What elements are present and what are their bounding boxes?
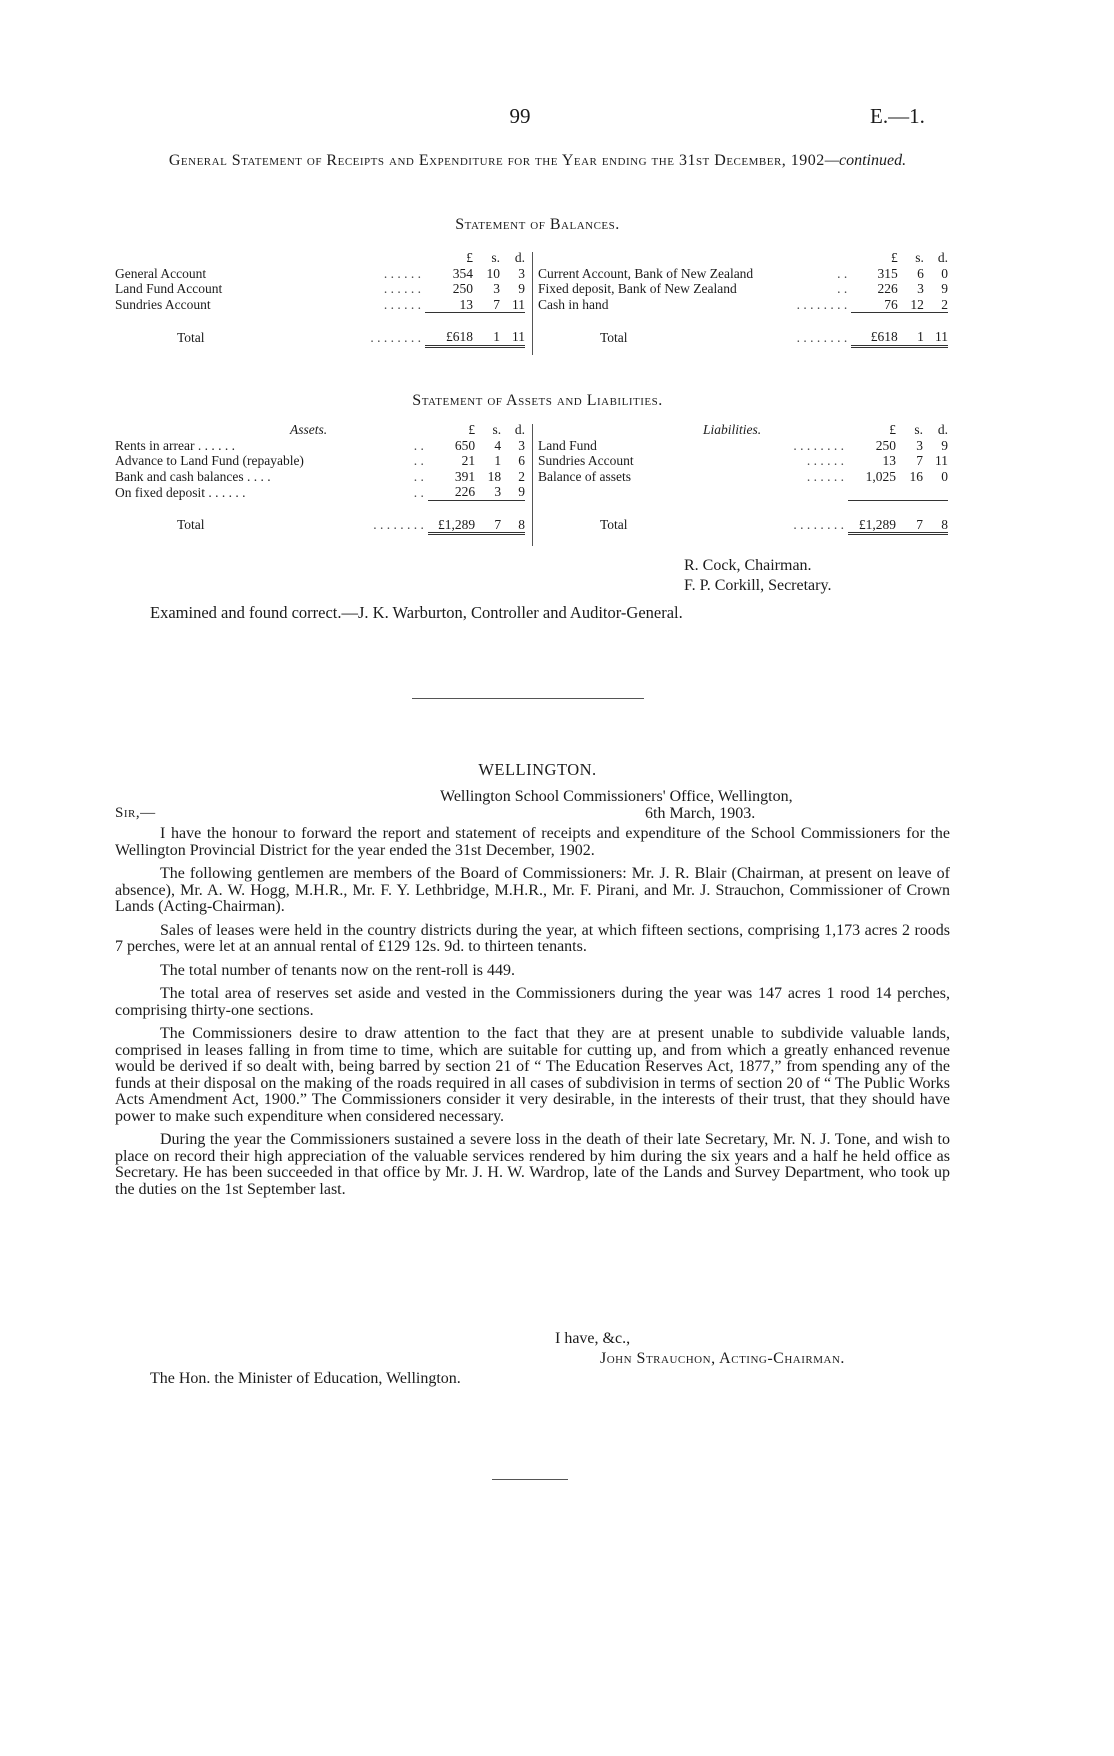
pence-cell: 3 xyxy=(518,265,525,281)
pence-header: d. xyxy=(937,422,948,437)
leader-dots: . . xyxy=(413,453,424,469)
leader-dots: . . . . . . xyxy=(806,453,844,469)
ledger-row xyxy=(538,266,948,282)
letter-paragraph: The total number of tenants now on the rent-roll is 449. xyxy=(160,961,516,979)
pounds-header: £ xyxy=(468,422,476,437)
leader-dots: . . xyxy=(413,484,424,500)
leader-dots: . . . . . . . . xyxy=(793,517,844,533)
document-title-main: General Statement of Receipts and Expenditure for the Year ending the 31st December, 1902 xyxy=(168,152,825,169)
series-reference: E.—1. xyxy=(870,104,925,128)
pence-total: 11 xyxy=(924,329,948,346)
currency-header-row xyxy=(115,250,525,266)
ledger-row xyxy=(115,438,525,454)
assets-table xyxy=(115,422,525,535)
pence-header: d. xyxy=(937,250,948,265)
secretary-signature xyxy=(684,576,831,596)
leader-dots: . . . . . . . . xyxy=(373,517,424,533)
ledger-row xyxy=(115,453,525,469)
pounds-cell: 76 xyxy=(884,296,898,312)
secretary-signature-text: F. P. Corkill, Secretary. xyxy=(684,577,832,594)
letter-signatory: John Strauchon, Acting-Chairman. xyxy=(600,1350,845,1367)
leader-dots: . . xyxy=(413,437,424,453)
pounds-cell: 21 xyxy=(461,453,476,469)
document-title xyxy=(110,151,965,170)
pence-cell: 3 xyxy=(518,437,525,453)
pence-cell: 6 xyxy=(518,453,525,469)
shillings-header: s. xyxy=(915,250,924,265)
shillings-cell: 16 xyxy=(909,468,923,484)
pence-cell: 9 xyxy=(518,484,525,500)
ledger-row xyxy=(115,281,525,297)
pounds-total: £618 xyxy=(851,329,898,346)
total-label: Total xyxy=(177,517,205,533)
examined-statement: Examined and found correct.—J. K. Warburton, Controller and Auditor-General. xyxy=(150,603,683,622)
leader-dots: . . . . . . . . xyxy=(370,329,421,345)
assets-header: Assets. xyxy=(290,422,328,437)
pounds-header: £ xyxy=(466,250,473,265)
letter-body xyxy=(115,826,950,1198)
pounds-cell: 650 xyxy=(454,437,476,453)
shillings-cell: 10 xyxy=(486,265,500,281)
total-row xyxy=(538,517,948,534)
pence-cell: 9 xyxy=(941,437,948,453)
column-divider xyxy=(532,252,533,355)
leader-dots: . . . . . . . . xyxy=(796,297,848,313)
pounds-header: £ xyxy=(891,250,898,265)
shillings-cell: 18 xyxy=(487,468,502,484)
pounds-cell: 250 xyxy=(875,437,896,453)
pounds-cell: 226 xyxy=(877,281,898,297)
letter-paragraph: The Commissioners desire to draw attention to the fact that they are at present unable to subdivide valuable lands, comprised in leases falling in from time to time, which are suitable for cutting up, and from which a greatly enhanced revenue would be derived if so dealt with, being barred by section 21 of “ The Education Reserves Act, 1877,” from spending any of the funds at their disposal on the making of the roads required in all cases of subdivision in terms of section 20 of “ The Public Works Acts Amendment Act, 1900.” The Commissioners consider it very desirable, in the interests of their trust, that they should have power to make such expenditure when considered necessary. xyxy=(115,1025,950,1125)
pence-total: 8 xyxy=(501,517,525,534)
shillings-cell: 12 xyxy=(910,296,924,312)
row-label: Fixed deposit, Bank of New Zealand xyxy=(538,281,737,297)
row-label: General Account xyxy=(115,265,207,281)
document-title-suffix: —continued. xyxy=(824,152,907,169)
shillings-cell: 3 xyxy=(916,437,923,453)
closing-divider xyxy=(492,1479,568,1480)
shillings-header: s. xyxy=(492,422,502,437)
column-divider xyxy=(532,424,533,546)
leader-dots: . . xyxy=(837,265,848,281)
letter-paragraph: The total area of reserves set aside and vested in the Commissioners during the year was 147 acres 1 rood 14 perches, comprising thirty-one sections. xyxy=(115,985,950,1019)
row-label: Balance of assets xyxy=(538,468,631,484)
shillings-total: 7 xyxy=(896,517,923,534)
address-line-2: 6th March, 1903. xyxy=(645,805,756,822)
addressee: The Hon. the Minister of Education, Wellington. xyxy=(150,1370,461,1387)
ledger-row xyxy=(115,484,525,500)
pence-header: d. xyxy=(514,422,525,437)
chairman-signature-text: R. Cock, Chairman. xyxy=(684,557,812,574)
pounds-cell: 1,025 xyxy=(865,468,896,484)
pounds-cell: 226 xyxy=(454,484,476,500)
row-label: Sundries Account xyxy=(115,297,211,313)
pounds-total: £1,289 xyxy=(428,517,475,534)
currency-header-row xyxy=(538,250,948,266)
total-label: Total xyxy=(600,517,628,533)
balances-title: Statement of Balances. xyxy=(455,216,620,233)
pence-cell: 2 xyxy=(518,468,525,484)
shillings-cell: 3 xyxy=(494,484,502,500)
shillings-cell: 1 xyxy=(494,453,502,469)
balances-left-table xyxy=(115,250,525,348)
pence-cell: 2 xyxy=(941,296,948,312)
place-heading: WELLINGTON. xyxy=(478,760,597,779)
pounds-total: £618 xyxy=(425,329,473,346)
assets-header-row xyxy=(115,422,525,438)
shillings-header: s. xyxy=(914,422,923,437)
shillings-cell: 6 xyxy=(917,265,924,281)
shillings-cell: 3 xyxy=(917,281,924,297)
shillings-cell: 3 xyxy=(493,281,500,297)
closing: I have, &c., xyxy=(555,1330,631,1347)
pence-cell: 0 xyxy=(941,265,948,281)
ledger-row xyxy=(115,469,525,485)
row-label: Rents in arrear . . . . . . xyxy=(115,437,235,453)
address-line-1: Wellington School Commissioners' Office, Wellington, xyxy=(440,788,793,805)
liabilities-header-row xyxy=(538,422,948,438)
pence-cell: 9 xyxy=(941,281,948,297)
shillings-total: 7 xyxy=(475,517,501,534)
pounds-cell: 250 xyxy=(452,281,473,297)
row-label: Land Fund xyxy=(538,437,597,453)
pence-cell: 11 xyxy=(935,453,948,469)
leader-dots: . . xyxy=(837,281,848,297)
row-label: On fixed deposit . . . . . . xyxy=(115,484,246,500)
balances-right-table xyxy=(538,250,948,348)
letter-paragraph: During the year the Commissioners sustained a severe loss in the death of their late Secretary, Mr. N. J. Tone, and wish to place on record their high appreciation of the valuable services rendered by him during the six years and a half he held office as Secretary. He has been succeeded in that office by Mr. J. H. W. Wardrop, late of the Lands and Survey Department, who took up the duties on the 1st September last. xyxy=(115,1131,950,1198)
ledger-row xyxy=(115,266,525,282)
pounds-cell: 354 xyxy=(452,265,473,281)
row-label: Current Account, Bank of New Zealand xyxy=(538,265,754,281)
leader-dots: . . . . . . xyxy=(383,297,421,313)
salutation: Sir,— xyxy=(115,805,156,821)
letter-paragraph: Sales of leases were held in the country districts during the year, at which fifteen sections, comprising 1,173 acres 2 roods 7 perches, were let at an annual rental of £129 12s. 9d. to thirteen tenants. xyxy=(115,921,950,955)
ledger-row xyxy=(115,297,525,313)
pounds-cell: 13 xyxy=(882,453,896,469)
pence-total: 8 xyxy=(923,517,948,534)
pence-cell: 9 xyxy=(518,281,525,297)
leader-dots: . . . . . . xyxy=(383,281,421,297)
ledger-row xyxy=(538,281,948,297)
pence-cell: 0 xyxy=(941,468,948,484)
total-row xyxy=(115,517,525,534)
leader-dots: . . xyxy=(413,468,424,484)
pounds-cell: 13 xyxy=(459,296,473,312)
row-label: Bank and cash balances . . . . xyxy=(115,468,271,484)
ledger-row xyxy=(538,297,948,313)
shillings-header: s. xyxy=(491,250,500,265)
total-label: Total xyxy=(177,329,205,345)
letter-paragraph: The following gentlemen are members of the Board of Commissioners: Mr. J. R. Blair (Chairman, at present on leave of absence), Mr. A. W. Hogg, M.H.R., Mr. F. Y. Lethbridge, M.H.R., Mr. F. Pirani, and Mr. J. Strauchon, Commissioner of Crown Lands (Acting-Chairman). xyxy=(115,865,950,915)
row-label: Land Fund Account xyxy=(115,281,223,297)
total-label: Total xyxy=(600,329,628,345)
leader-dots: . . . . . . xyxy=(383,265,421,281)
total-row xyxy=(538,329,948,346)
total-row xyxy=(115,329,525,346)
row-label: Sundries Account xyxy=(538,453,634,469)
shillings-total: 1 xyxy=(898,329,924,346)
row-label: Cash in hand xyxy=(538,297,609,313)
chairman-signature xyxy=(684,556,812,576)
pence-total: 11 xyxy=(500,329,525,346)
ledger-row xyxy=(538,469,948,485)
ledger-row xyxy=(538,453,948,469)
shillings-total: 1 xyxy=(473,329,500,346)
pounds-cell: 391 xyxy=(454,468,476,484)
leader-dots: . . . . . . . . xyxy=(796,329,848,345)
shillings-cell: 4 xyxy=(494,437,502,453)
pence-header: d. xyxy=(514,250,525,265)
assets-liabilities-title: Statement of Assets and Liabilities. xyxy=(412,392,663,409)
pence-cell: 11 xyxy=(512,296,525,312)
row-label: Advance to Land Fund (repayable) xyxy=(115,453,304,469)
ledger-row xyxy=(538,438,948,454)
section-divider xyxy=(412,698,644,699)
letter-paragraph: I have the honour to forward the report and statement of receipts and expenditure of the School Commissioners for the Wellington Provincial District for the year ended the 31st December, 1902. xyxy=(115,825,950,859)
page-number: 99 xyxy=(509,104,531,128)
pounds-total: £1,289 xyxy=(848,517,896,534)
pounds-cell: 315 xyxy=(877,265,898,281)
leader-dots: . . . . . . . . xyxy=(793,437,844,453)
liabilities-header: Liabilities. xyxy=(703,422,762,437)
shillings-cell: 7 xyxy=(493,296,500,312)
liabilities-table xyxy=(538,422,948,535)
shillings-cell: 7 xyxy=(916,453,923,469)
leader-dots: . . . . . . xyxy=(806,468,844,484)
pounds-header: £ xyxy=(889,422,896,437)
